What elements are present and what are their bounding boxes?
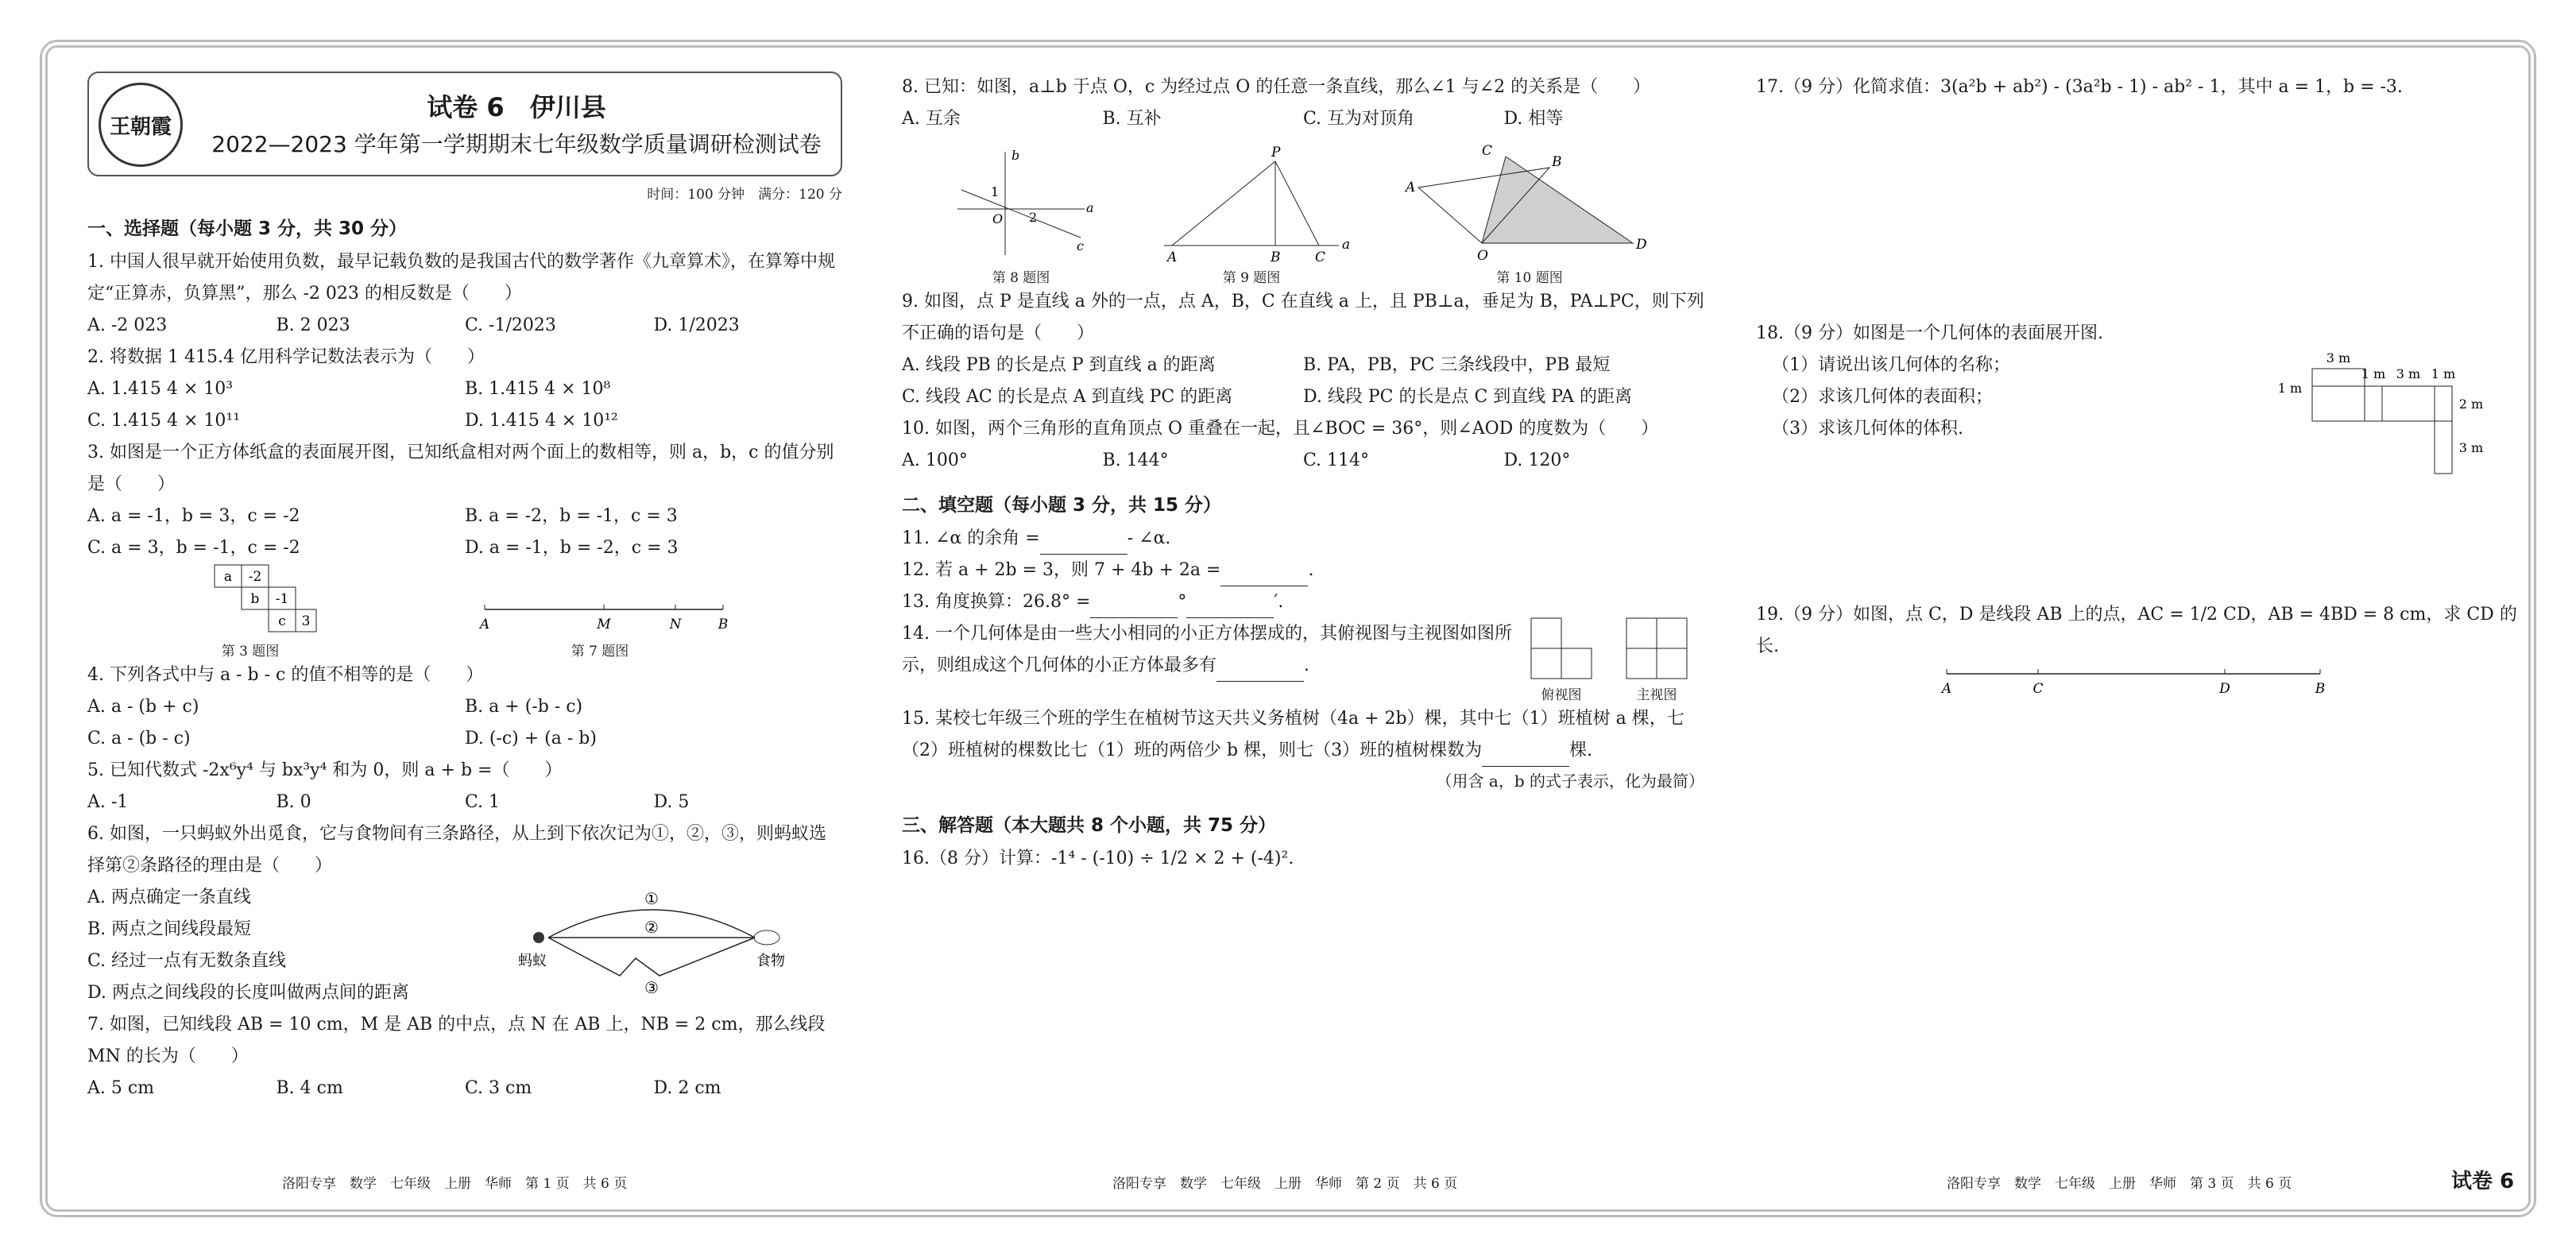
ant-icon [533, 932, 544, 943]
q7-option-a[interactable]: A. 5 cm [87, 1078, 155, 1098]
q1-options [87, 310, 842, 342]
q8-caption: 第 8 题图 [992, 270, 1050, 286]
q3-options [87, 501, 842, 564]
q7-options [87, 1073, 842, 1104]
net-dim-3m-c: 3 m [2458, 440, 2484, 455]
q12-tail: . [1308, 560, 1314, 580]
q10-option-c[interactable]: C. 114° [1303, 451, 1370, 470]
q11-text: 11. ∠α 的余角 = [902, 528, 1040, 548]
q10-option-b[interactable]: B. 144° [1102, 451, 1169, 470]
q14 [902, 618, 1704, 703]
overlapping-triangles-diagram [1402, 144, 1657, 263]
q17: 17.（9 分）化简求值：3(a²b + ab²) - (3a²b - 1) - ab² - 1，其中 a = 1，b = -3. [1756, 77, 2403, 97]
q1-stem: 1. 中国人很早就开始使用负数，最早记载负数的是我国古代的数学著作《九章算术》，在算筹中规定“正算赤，负算黑”，那么 -2 023 的相反数是（ ） [87, 252, 835, 304]
q7-option-b[interactable]: B. 4 cm [276, 1078, 343, 1098]
f9-label-b: B [1271, 249, 1281, 265]
q10-option-a[interactable]: A. 100° [902, 451, 968, 470]
q10-caption: 第 10 题图 [1496, 270, 1563, 286]
q9-option-d[interactable]: D. 线段 PC 的长是点 C 到直线 PA 的距离 [1303, 387, 1632, 407]
f9-label-a: A [1167, 249, 1178, 265]
q10-figure [1402, 144, 1665, 286]
triangle-pbc-diagram [1148, 144, 1355, 263]
q4-option-a[interactable]: A. a - (b + c) [87, 697, 199, 717]
path-3-label: ③ [644, 978, 659, 997]
footer-page-1: 洛阳专享 数学 七年级 上册 华师 第 1 页 共 6 页 [282, 1176, 628, 1192]
q14-text: 14. 一个几何体是由一些大小相同的小正方体摆成的，其俯视图与主视图如图所示，则组成这个几何体的小正方体最多有 [902, 624, 1512, 675]
f10-label-d: D [1636, 237, 1647, 253]
q7-caption: 第 7 题图 [571, 644, 629, 659]
q8-option-c[interactable]: C. 互为对顶角 [1303, 109, 1415, 129]
footer-page-2: 洛阳专享 数学 七年级 上册 华师 第 2 页 共 6 页 [1112, 1176, 1458, 1192]
q10-option-d[interactable]: D. 120° [1503, 451, 1571, 470]
q3-option-a[interactable]: A. a = -1，b = 3，c = -2 [87, 506, 300, 526]
q6-option-c[interactable]: C. 经过一点有无数条直线 [87, 951, 287, 971]
q3-figure [183, 563, 445, 659]
net-cell-b: b [250, 591, 260, 607]
q19: 19.（9 分）如图，点 C，D 是线段 AB 上的点，AC = 1/2 CD，AB = 4BD = 8 cm，求 CD 的长. [1756, 605, 2517, 656]
section-3-heading: 三、解答题（本大题共 8 个小题，共 75 分） [902, 815, 1277, 836]
f8-label-1: 1 [991, 184, 1000, 199]
q1-option-c[interactable]: C. -1/2023 [465, 315, 556, 335]
net-cell-3: 3 [301, 613, 311, 629]
q18 [1756, 318, 2519, 496]
exam-number-badge: 试卷 6 [2451, 1170, 2515, 1193]
exam-subtitle: 2022—2023 学年第一学期期末七年级数学质量调研检测试卷 [211, 131, 822, 157]
q8-options [902, 103, 1704, 135]
q4-stem: 4. 下列各式中与 a - b - c 的值不相等的是（ ） [87, 665, 484, 685]
q5-option-b[interactable]: B. 0 [276, 792, 311, 812]
q16: 16.（8 分）计算：-1⁴ - (-10) ÷ 1/2 × 2 + (-4)². [902, 849, 1294, 868]
prism-net-diagram [2241, 337, 2511, 496]
q5-options [87, 787, 842, 818]
top-view-diagram [1530, 617, 1593, 680]
exam-title: 试卷 6 伊川县 [427, 92, 606, 122]
f8-label-o: O [992, 211, 1004, 226]
q3-caption: 第 3 题图 [221, 644, 280, 659]
publisher-logo [99, 83, 183, 167]
net-dim-3m-b: 3 m [2396, 366, 2421, 381]
q18-stem: 18.（9 分）如图是一个几何体的表面展开图. [1756, 323, 2103, 343]
q14-answer-blank[interactable] [1216, 662, 1304, 682]
q1-option-a[interactable]: A. -2 023 [87, 315, 168, 335]
ant-path-diagram [501, 882, 803, 1001]
f9-label-line-a: a [1342, 237, 1351, 253]
q18-item-3: （3）求该几何体的体积. [1772, 419, 1963, 439]
column-1 [87, 72, 842, 1104]
front-view-diagram [1625, 617, 1688, 680]
column-3 [1756, 72, 2519, 714]
cube-net-diagram [183, 563, 318, 636]
q18-text [1756, 318, 2249, 496]
q15-tail: 棵. [1569, 741, 1593, 760]
q7-option-c[interactable]: C. 3 cm [465, 1078, 532, 1098]
q6-option-b[interactable]: B. 两点之间线段最短 [87, 919, 252, 939]
q9-option-a[interactable]: A. 线段 PB 的长是点 P 到直线 a 的距离 [902, 355, 1216, 375]
q18-item-2: （2）求该几何体的表面积； [1772, 387, 1993, 407]
q11-tail: - ∠α. [1127, 528, 1171, 548]
q11-answer-blank[interactable] [1040, 535, 1127, 555]
q4-options [87, 691, 842, 755]
q13-degree-blank[interactable] [1090, 598, 1178, 618]
f8-label-c: c [1077, 238, 1084, 253]
q6-option-d[interactable]: D. 两点之间线段的长度叫做两点间的距离 [87, 983, 409, 1003]
q15-text: 15. 某校七年级三个班的学生在植树节这天共义务植树（4a + 2b）棵，其中七（1）班植树 a 棵，七（2）班植树的棵数比七（1）班的两倍少 b 棵，则七（3）班的植树棵数为 [902, 709, 1684, 760]
food-icon [754, 930, 779, 945]
q8-figure [950, 144, 1132, 286]
net-dim-left-1m: 1 m [2277, 381, 2303, 396]
q3-stem: 3. 如图是一个正方体纸盒的表面展开图，已知纸盒相对两个面上的数相等，则 a，b，c 的值分别是（ ） [87, 443, 834, 494]
q11 [902, 523, 1704, 555]
q9-options [902, 350, 1704, 413]
q9-option-b[interactable]: B. PA，PB，PC 三条线段中，PB 最短 [1303, 355, 1611, 375]
q7-figure [477, 581, 731, 659]
q14-tail: . [1304, 656, 1310, 675]
q8-stem: 8. 已知：如图，a⊥b 于点 O，c 为经过点 O 的任意一条直线，那么∠1 与∠2 的关系是（ ） [902, 77, 1651, 97]
exam-meta: 时间：100 分钟 满分：120 分 [647, 187, 842, 203]
f10-label-b: B [1552, 154, 1562, 170]
q9-stem: 9. 如图，点 P 是直线 a 外的一点，点 A，B，C 在直线 a 上，且 PB⊥a，垂足为 B，PA⊥PC，则下列不正确的语句是（ ） [902, 292, 1704, 343]
q13 [902, 586, 1704, 618]
q15-answer-blank[interactable] [1482, 747, 1569, 767]
f9-label-p: P [1271, 145, 1281, 161]
q6-option-a[interactable]: A. 两点确定一条直线 [87, 888, 251, 907]
column-2 [902, 72, 1704, 875]
net-dim-1m-b: 1 m [2431, 366, 2456, 381]
net-cell-neg1: -1 [275, 591, 289, 607]
footer-page-3: 洛阳专享 数学 七年级 上册 华师 第 3 页 共 6 页 [1947, 1176, 2292, 1192]
q10-options [902, 445, 1704, 477]
path-2-label: ② [644, 918, 659, 937]
q5-option-d[interactable]: D. 5 [653, 792, 690, 812]
q7-stem: 7. 如图，已知线段 AB = 10 cm，M 是 AB 的中点，点 N 在 AB 上，NB = 2 cm，那么线段 MN 的长为（ ） [87, 1015, 826, 1066]
q5-option-c[interactable]: C. 1 [465, 792, 501, 812]
segment-amnb-diagram [477, 581, 731, 636]
q9-figure [1148, 144, 1387, 286]
f10-label-c: C [1482, 143, 1493, 159]
q4-option-b[interactable]: B. a + (-b - c) [465, 697, 583, 717]
q13-degree-sign: ° [1178, 592, 1187, 612]
net-dim-1m-a: 1 m [2361, 366, 2386, 381]
section-2-heading: 二、填空题（每小题 3 分，共 15 分） [902, 495, 1222, 516]
f8-label-a: a [1086, 200, 1094, 215]
segment-acdb-diagram [1939, 663, 2415, 710]
q10-stem: 10. 如图，两个三角形的直角顶点 O 重叠在一起，且∠BOC = 36°，则∠AOD 的度数为（ ） [902, 419, 1659, 439]
top-view [1530, 617, 1593, 703]
top-view-caption: 俯视图 [1541, 687, 1582, 703]
f10-label-o: O [1477, 248, 1488, 264]
q5-option-a[interactable]: A. -1 [87, 792, 129, 812]
q19-point-b: B [2315, 681, 2326, 697]
q3-q7-figures [87, 564, 842, 659]
q13-tail: ′. [1274, 592, 1284, 612]
q19-point-d: D [2219, 681, 2230, 697]
front-view-caption: 主视图 [1636, 687, 1677, 703]
q9-option-c[interactable]: C. 线段 AC 的长是点 A 到直线 PC 的距离 [902, 387, 1233, 407]
f8-label-b: b [1011, 148, 1020, 163]
q6-options [87, 882, 501, 1009]
q8-option-a[interactable]: A. 互余 [902, 109, 961, 129]
q12-text: 12. 若 a + 2b = 3，则 7 + 4b + 2a = [902, 560, 1221, 580]
q12 [902, 555, 1704, 586]
front-view [1625, 617, 1688, 703]
f10-label-a: A [1406, 180, 1416, 195]
point-m-label: M [597, 617, 611, 632]
q6-stem: 6. 如图，一只蚂蚁外出觅食，它与食物间有三条路径，从上到下依次记为①，②，③，则蚂蚁选择第②条路径的理由是（ ） [87, 824, 826, 876]
food-label: 食物 [756, 953, 785, 969]
q15-note: （用含 a，b 的式子表示，化为最简） [1436, 772, 1704, 791]
point-a-label: A [479, 617, 490, 632]
q3-option-d[interactable]: D. a = -1，b = -2，c = 3 [465, 538, 679, 558]
net-dim-2m: 2 m [2458, 396, 2484, 412]
net-cell-a: a [223, 569, 233, 585]
q2-option-a[interactable]: A. 1.415 4 × 10³ [87, 379, 234, 399]
q13-text: 13. 角度换算：26.8° = [902, 592, 1091, 612]
q5-stem: 5. 已知代数式 -2x⁶y⁴ 与 bx³y⁴ 和为 0，则 a + b =（ ） [87, 760, 563, 780]
q3-option-c[interactable]: C. a = 3，b = -1，c = -2 [87, 538, 300, 558]
q2-option-b[interactable]: B. 1.415 4 × 10⁸ [465, 379, 611, 399]
net-dim-top-3m: 3 m [2326, 350, 2351, 365]
exam-header [87, 72, 842, 176]
q8-option-b[interactable]: B. 互补 [1102, 109, 1162, 129]
q14-views [1530, 617, 1688, 703]
q19-point-a: A [1941, 681, 1952, 697]
q9-caption: 第 9 题图 [1222, 270, 1281, 286]
point-b-label: B [717, 617, 729, 632]
q2-options [87, 373, 842, 437]
logo-text: 王朝霞 [109, 114, 172, 139]
q4-option-d[interactable]: D. (-c) + (a - b) [465, 729, 597, 748]
q18-item-1: （1）请说出该几何体的名称； [1772, 355, 2010, 375]
q1-option-d[interactable]: D. 1/2023 [653, 315, 740, 335]
q19-point-c: C [2033, 681, 2044, 697]
point-n-label: N [669, 617, 682, 632]
q15 [902, 703, 1704, 767]
section-1-heading: 一、选择题（每小题 3 分，共 30 分） [87, 219, 408, 239]
net-cell-c: c [278, 613, 286, 629]
path-1-label: ① [644, 889, 659, 908]
q2-option-d[interactable]: D. 1.415 4 × 10¹² [465, 411, 618, 431]
f8-label-2: 2 [1029, 210, 1038, 225]
q13-minute-blank[interactable] [1186, 598, 1274, 618]
q8-option-d[interactable]: D. 相等 [1503, 109, 1564, 129]
q6-body [87, 882, 842, 1009]
q7-option-d[interactable]: D. 2 cm [653, 1078, 721, 1098]
net-cell-neg2: -2 [248, 569, 262, 585]
perpendicular-lines-diagram [950, 144, 1093, 263]
f9-label-c: C [1315, 249, 1326, 265]
q4-option-c[interactable]: C. a - (b - c) [87, 729, 191, 748]
q1-option-b[interactable]: B. 2 023 [276, 315, 350, 335]
q3-option-b[interactable]: B. a = -2，b = -1，c = 3 [465, 506, 678, 526]
q2-option-c[interactable]: C. 1.415 4 × 10¹¹ [87, 411, 241, 431]
q2-stem: 2. 将数据 1 415.4 亿用科学记数法表示为（ ） [87, 347, 485, 367]
q8-q10-figures [902, 135, 1704, 286]
q12-answer-blank[interactable] [1220, 567, 1308, 586]
ant-label: 蚂蚁 [518, 953, 547, 969]
